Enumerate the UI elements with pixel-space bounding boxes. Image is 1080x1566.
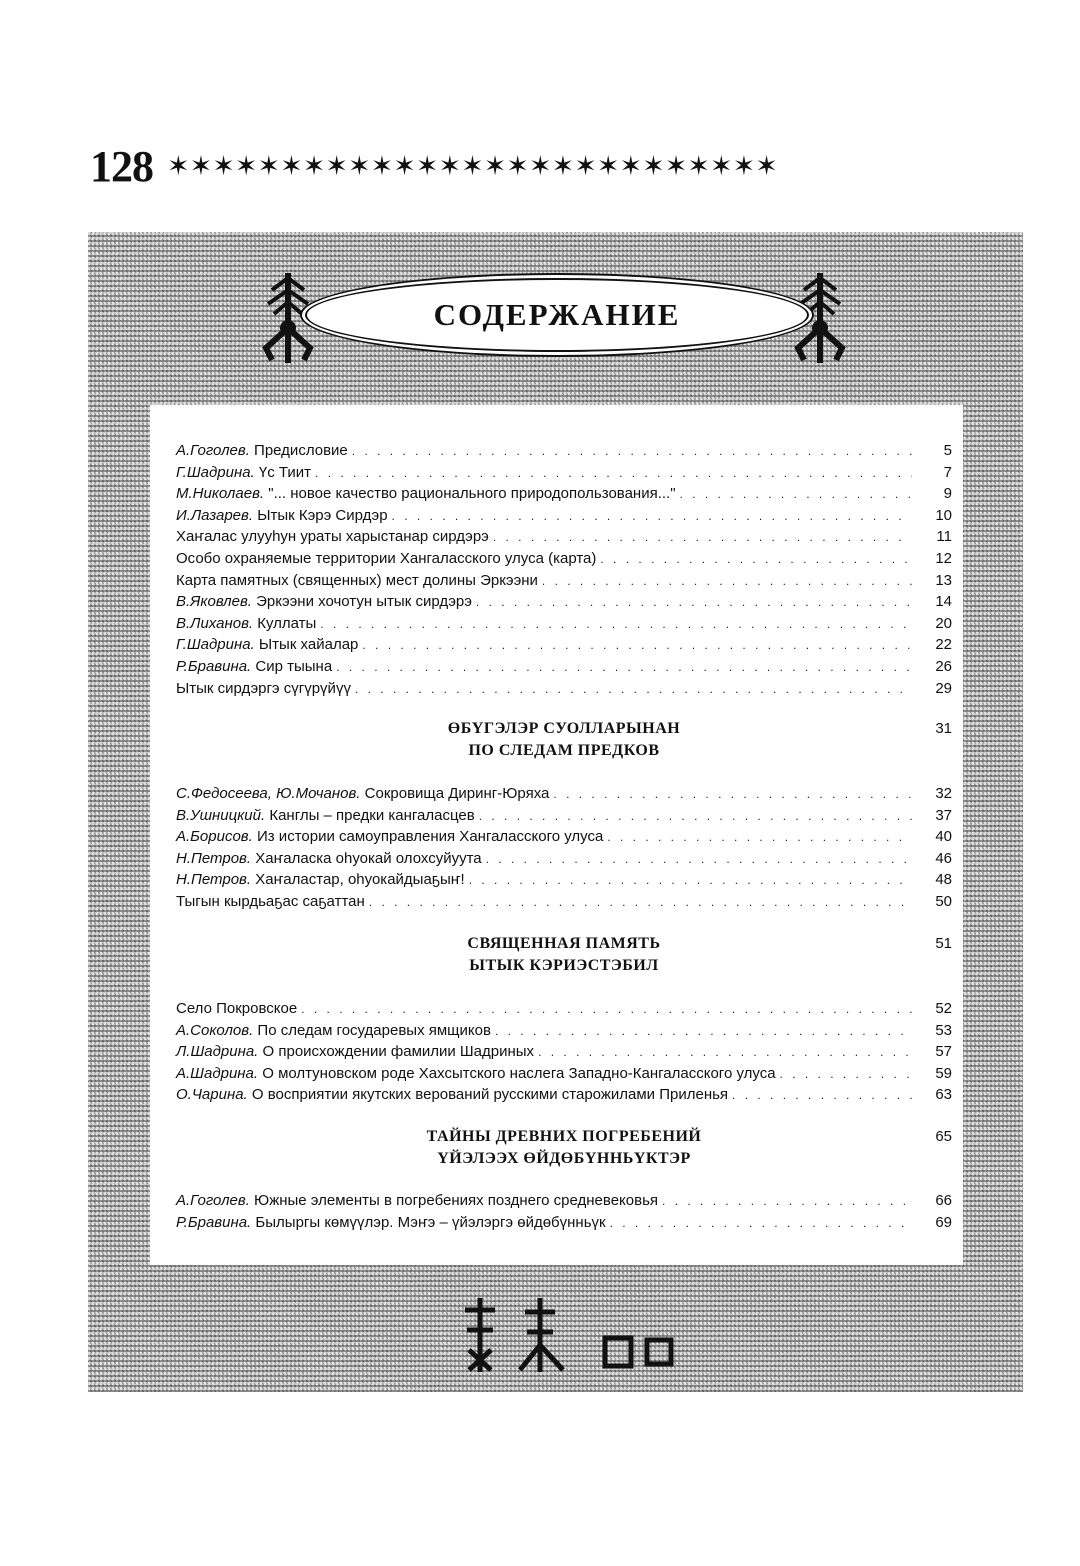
toc-entry: О.Чарина. О восприятии якутских верований русскими старожилами Приленья . . . 63 [176,1084,952,1106]
toc-entry: В.Яковлев. Эркээни хочотун ытык сирдэрэ . . . 14 [176,591,952,613]
toc-entry: Г.Шадрина. Үс Тиит . . . 7 [176,462,952,484]
page-title: СОДЕРЖАНИЕ [433,297,681,332]
toc-entry: Н.Петров. Хаҥаластар, оһуокайдыаҕыҥ! . . . 48 [176,869,952,891]
toc-entry: Хаҥалас улууһун ураты харыстанар сирдэрэ . . . 11 [176,526,952,548]
toc-entry: Село Покровское . . . 52 [176,998,952,1020]
section-heading: ӨБҮГЭЛЭР СУОЛЛАРЫНАН ПО СЛЕДАМ ПРЕДКОВ 31 [447,720,952,759]
toc-entry: А.Соколов. По следам государевых ямщиков . . . 53 [176,1020,952,1042]
title-cartouche [305,278,809,352]
toc-entry: Г.Шадрина. Ытык хайалар . . . 22 [176,634,952,656]
toc-entry: Карта памятных (священных) мест долины Эркээни . . . 13 [176,570,952,592]
toc-entry: А.Борисов. Из истории самоуправления Хангаласского улуса . . . 40 [176,826,952,848]
toc-entry: Р.Бравина. Былыргы көмүүлэр. Мэҥэ – үйэлэргэ өйдөбүнньүк . . . 69 [176,1212,952,1234]
toc-entry: Ытык сирдэргэ сүгүрүйүү . . . 29 [176,678,952,700]
toc-entry: Особо охраняемые территории Хангаласского улуса (карта) . . . 12 [176,548,952,570]
toc-entry: Н.Петров. Хаҥаласка оһуокай олохсуйуута . . . 46 [176,848,952,870]
toc-entry: А.Гоголев. Предисловие . . . 5 [176,440,952,462]
page-header [90,138,1020,194]
toc-entry: С.Федосеева, Ю.Мочанов. Сокровища Диринг-Юряха . . . 32 [176,783,952,805]
star-ornament-row: ✶✶✶✶✶✶✶✶✶✶✶✶✶✶✶✶✶✶✶✶✶✶✶✶✶✶✶ [167,150,778,182]
toc-group-3 [176,998,952,1106]
toc-group-1 [176,440,952,699]
toc-entry: А.Гоголев. Южные элементы в погребениях позднего средневековья . . . 66 [176,1190,952,1212]
toc-entry: В.Ушницкий. Канглы – предки кангаласцев . . . 37 [176,805,952,827]
contents-panel [150,405,963,1265]
section-heading: ТАЙНЫ ДРЕВНИХ ПОГРЕБЕНИЙ ҮЙЭЛЭЭХ ӨЙДӨБҮННЬҮКТЭР 65 [426,1128,952,1167]
toc-entry: Р.Бравина. Сир тыына . . . 26 [176,656,952,678]
toc-group-4 [176,1190,952,1233]
toc-entry: В.Лиханов. Куллаты . . . 20 [176,613,952,635]
section-heading: СВЯЩЕННАЯ ПАМЯТЬ ЫТЫК КЭРИЭСТЭБИЛ 51 [467,935,952,974]
toc-entry: Тыгын кырдьаҕас саҕаттан . . . 50 [176,891,952,913]
page-number: 128 [90,141,153,191]
toc-entry: А.Шадрина. О молтуновском роде Хахсытского наслега Западно-Кангаласского улуса . . . 59 [176,1063,952,1085]
petroglyph-ornament-icon [455,1290,705,1380]
toc-entry: Л.Шадрина. О происхождении фамилии Шадриных . . . 57 [176,1041,952,1063]
toc-entry: И.Лазарев. Ытык Кэрэ Сирдэр . . . 10 [176,505,952,527]
toc-entry: М.Николаев. "... новое качество рационального природопользования..." . . . 9 [176,483,952,505]
toc-group-2 [176,783,952,913]
